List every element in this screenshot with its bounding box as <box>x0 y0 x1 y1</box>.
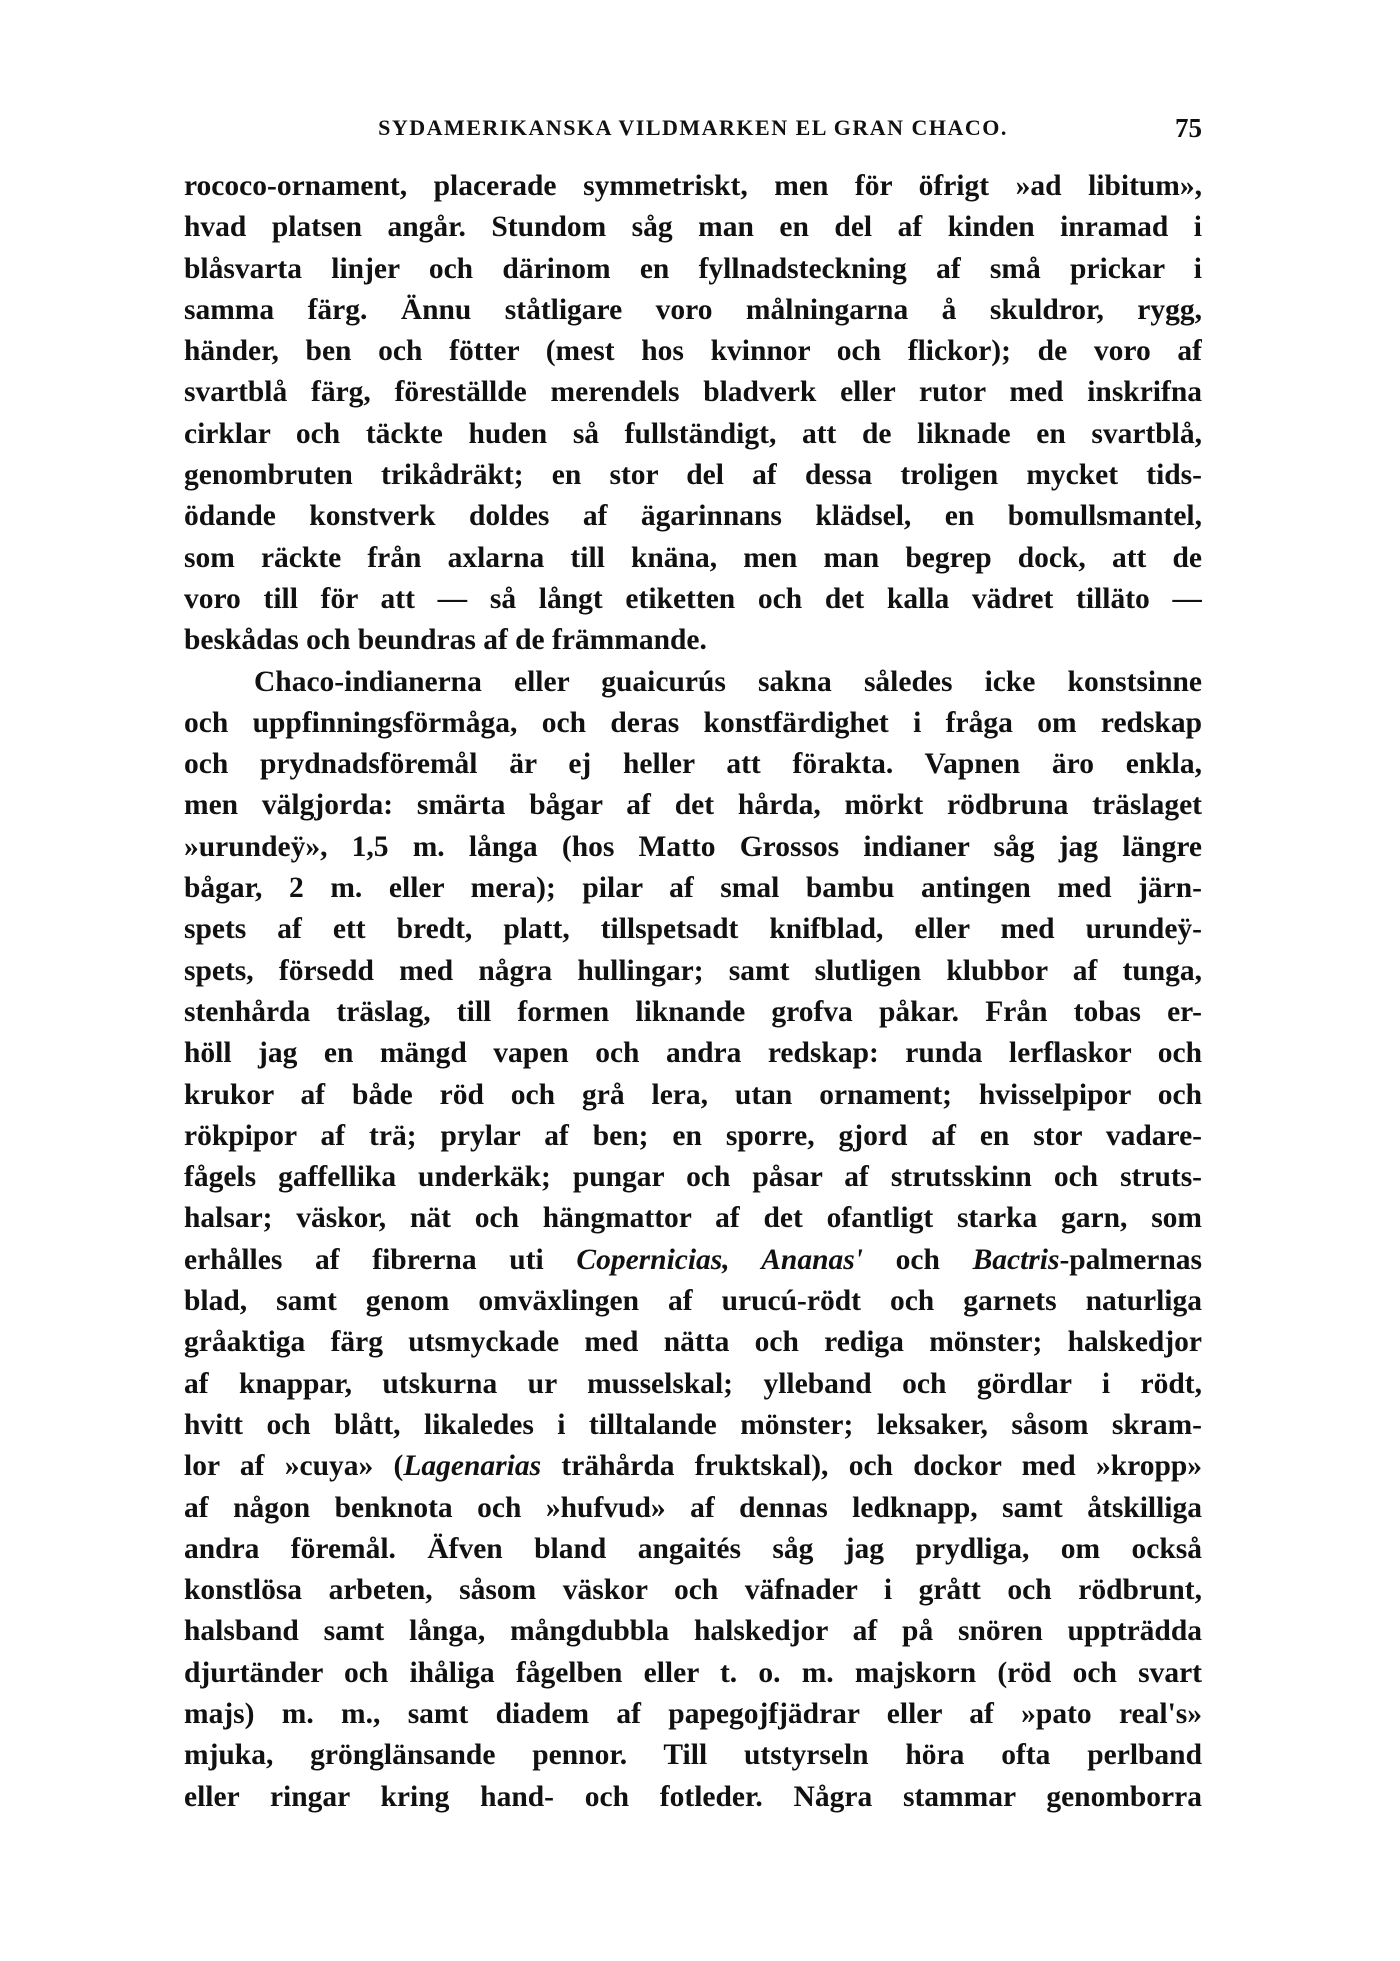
italic-term: Lagenarias <box>403 1450 542 1483</box>
text-line: mjuka, grönglänsande pennor. Till utstyrseln höra ofta perlband <box>184 1739 1202 1772</box>
text-line: andra föremål. Äfven bland angaités såg jag prydliga, om också <box>184 1532 1202 1565</box>
body-text <box>184 166 1202 1818</box>
text-line: cirklar och täckte huden så fullständigt, att de liknade en svartblå, <box>184 417 1202 450</box>
text-line: blad, samt genom omväxlingen af urucú-rödt och garnets naturliga <box>184 1285 1202 1318</box>
text-line: ödande konstverk doldes af ägarinnans klädsel, en bomullsmantel, <box>184 500 1202 533</box>
text-line: bågar, 2 m. eller mera); pilar af smal bambu antingen med järn- <box>184 872 1202 905</box>
text-line-with-italics: lor af »cuya» (Lagenarias trähårda fruktskal), och dockor med »kropp» <box>184 1450 1202 1483</box>
page-header <box>184 108 1202 148</box>
text-line: djurtänder och ihåliga fågelben eller t. o. m. majskorn (röd och svart <box>184 1656 1202 1689</box>
italic-term: Copernicias, Ananas' <box>576 1243 863 1276</box>
text-line: och uppfinningsförmåga, och deras konstfärdighet i fråga om redskap <box>184 706 1202 739</box>
text-line: eller ringar kring hand- och fotleder. Några stammar genomborra <box>184 1780 1202 1813</box>
text-line: höll jag en mängd vapen och andra redskap: runda lerflaskor och <box>184 1037 1202 1070</box>
text-line: halsband samt långa, mångdubbla halskedjor af på snören uppträdda <box>184 1615 1202 1648</box>
italic-term: Bactris <box>972 1243 1060 1276</box>
text-line: hvitt och blått, likaledes i tilltalande mönster; leksaker, såsom skram- <box>184 1408 1202 1441</box>
text-line: Chaco-indianerna eller guaicurús sakna således icke konstsinne <box>254 665 1202 698</box>
text-line: genombruten trikådräkt; en stor del af dessa troligen mycket tids- <box>184 459 1202 492</box>
text-line: spets, försedd med några hullingar; samt slutligen klubbor af tunga, <box>184 954 1202 987</box>
text-line: »urundeÿ», 1,5 m. långa (hos Matto Grossos indianer såg jag längre <box>184 830 1202 863</box>
text-line: hvad platsen angår. Stundom såg man en del af kinden inramad i <box>184 211 1202 244</box>
text-line: stenhårda träslag, till formen liknande grofva påkar. Från tobas er- <box>184 995 1202 1028</box>
text-line: majs) m. m., samt diadem af papegojfjädrar eller af »pato real's» <box>184 1697 1202 1730</box>
running-title: SYDAMERIKANSKA VILDMARKEN EL GRAN CHACO. <box>378 115 1008 140</box>
page-number: 75 <box>1175 113 1202 143</box>
text-line: blåsvarta linjer och därinom en fyllnadsteckning af små prickar i <box>184 252 1202 285</box>
text-line: af någon benknota och »hufvud» af dennas ledknapp, samt åtskilliga <box>184 1491 1202 1524</box>
text-line: samma färg. Ännu ståtligare voro målningarna å skuldror, rygg, <box>184 293 1202 326</box>
text-line: krukor af både röd och grå lera, utan ornament; hvisselpipor och <box>184 1078 1202 1111</box>
text-line: rococo-ornament, placerade symmetriskt, men för öfrigt »ad libitum», <box>184 170 1202 202</box>
text-line: fågels gaffellika underkäk; pungar och påsar af strutsskinn och struts- <box>184 1161 1202 1194</box>
text-line: svartblå färg, föreställde merendels bladverk eller rutor med inskrifna <box>184 376 1202 409</box>
text-line: af knappar, utskurna ur musselskal; ylleband och gördlar i rödt, <box>184 1367 1202 1400</box>
text-line: men välgjorda: smärta bågar af det hårda, mörkt rödbruna träslaget <box>184 789 1202 822</box>
text-line: konstlösa arbeten, såsom väskor och väfnader i grått och rödbrunt, <box>184 1574 1202 1607</box>
text-line: voro till för att — så långt etiketten och det kalla vädret tilläto — <box>184 582 1202 615</box>
text-line: som räckte från axlarna till knäna, men man begrep dock, att de <box>184 541 1202 574</box>
text-line: och prydnadsföremål är ej heller att förakta. Vapnen äro enkla, <box>184 748 1202 781</box>
text-line: beskådas och beundras af de främmande. <box>184 624 707 657</box>
text-line: händer, ben och fötter (mest hos kvinnor och flickor); de voro af <box>184 335 1202 368</box>
text-line-with-italics: erhålles af fibrerna uti Copernicias, Ananas' och Bactris-palmernas <box>184 1243 1202 1276</box>
text-line: spets af ett bredt, platt, tillspetsadt knifblad, eller med urundeÿ- <box>184 913 1202 946</box>
text-line: rökpipor af trä; prylar af ben; en sporre, gjord af en stor vadare- <box>184 1119 1202 1152</box>
text-line: gråaktiga färg utsmyckade med nätta och rediga mönster; halskedjor <box>184 1326 1202 1359</box>
text-line: halsar; väskor, nät och hängmattor af det ofantligt starka garn, som <box>184 1202 1202 1235</box>
